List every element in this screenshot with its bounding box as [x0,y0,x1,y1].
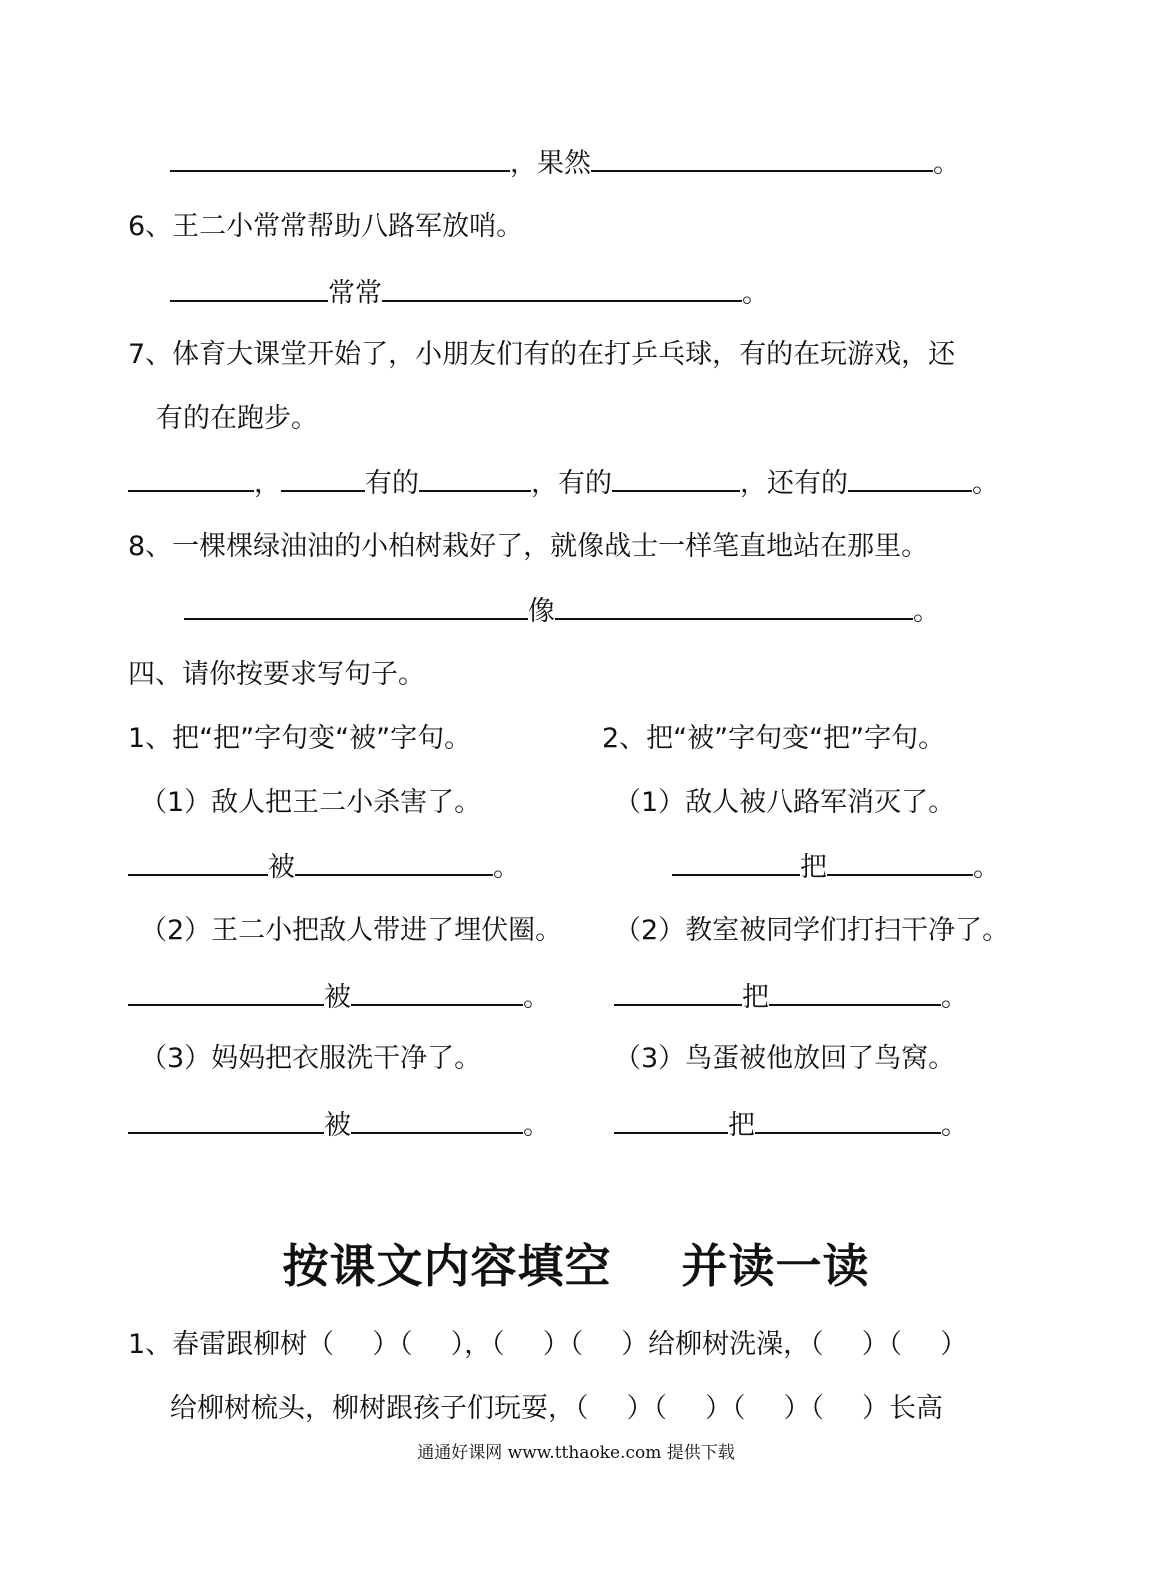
q6-answer-row [170,276,769,311]
right-answer-2 [614,980,968,1015]
q8-prompt: 8、一棵棵绿油油的小柏树栽好了，就像战士一样笔直地站在那里。 [128,531,929,562]
blank[interactable] [351,980,523,1006]
end-mark: 。 [913,596,940,627]
left-item-2: （2）王二小把敌人带进了埋伏圈。 [140,915,563,946]
connector: 被 [324,982,351,1013]
right-answer-1 [672,850,1000,885]
right-item-2: （2）教室被同学们打扫干净了。 [614,915,1010,946]
connector: 有的 [365,468,419,499]
q7-prompt-line1: 7、体育大课堂开始了，小朋友们有的在打乒乓球，有的在玩游戏，还 [128,339,956,370]
blank[interactable] [419,466,531,492]
blank[interactable] [128,466,254,492]
comma: ， [254,468,281,499]
blank[interactable] [128,1108,324,1134]
blank[interactable] [591,146,933,172]
connector: 把 [728,1110,755,1141]
blank[interactable] [170,146,510,172]
connector: 被 [268,852,295,883]
connector: 把 [800,852,827,883]
title-part1: 按课文内容填空 [282,1239,612,1293]
q6-prompt: 6、王二小常常帮助八路军放哨。 [128,211,524,242]
right-item-3: （3）鸟蛋被他放回了鸟窝。 [614,1043,956,1074]
blank[interactable] [827,850,973,876]
section4-heading: 四、请你按要求写句子。 [128,659,425,690]
blank[interactable] [848,466,972,492]
q7-prompt-line2: 有的在跑步。 [156,403,318,434]
end-mark: 。 [941,982,968,1013]
left-answer-2 [128,980,550,1015]
blank[interactable] [755,1108,941,1134]
q8-answer-row [184,594,940,629]
blank[interactable] [170,276,328,302]
end-mark: 。 [493,852,520,883]
blank[interactable] [128,980,324,1006]
end-mark: 。 [523,1110,550,1141]
connector: ，果然 [510,148,591,179]
connector: 常常 [328,278,382,309]
blank[interactable] [555,594,913,620]
end-mark: 。 [941,1110,968,1141]
fill-q1-line1: 1、春雷跟柳树（ ）（ ），（ ）（ ）给柳树洗澡，（ ）（ ） [128,1329,968,1360]
blank[interactable] [614,980,742,1006]
end-mark: 。 [973,852,1000,883]
blank[interactable] [184,594,528,620]
connector: 把 [742,982,769,1013]
q7-answer-row [128,466,999,501]
blank[interactable] [769,980,941,1006]
blank[interactable] [614,1108,728,1134]
left-item-1: （1）敌人把王二小杀害了。 [140,787,482,818]
left-answer-3 [128,1108,550,1143]
right-answer-3 [614,1108,968,1143]
blank[interactable] [351,1108,523,1134]
end-mark: 。 [523,982,550,1013]
blank[interactable] [612,466,740,492]
section4-left-title: 1、把“把”字句变“被”字句。 [128,723,472,754]
connector: ，有的 [531,468,612,499]
footer: 通通好课网 www.tthaoke.com 提供下载 [417,1443,735,1463]
blank[interactable] [281,466,365,492]
fill-q1-line2: 给柳树梳头，柳树跟孩子们玩耍，（ ）（ ）（ ）（ ）长高 [170,1393,943,1424]
connector: 被 [324,1110,351,1141]
blank[interactable] [128,850,268,876]
blank[interactable] [295,850,493,876]
end-mark: 。 [972,468,999,499]
section4-right-title: 2、把“被”字句变“把”字句。 [602,723,946,754]
right-item-1: （1）敌人被八路军消灭了。 [614,787,956,818]
left-item-3: （3）妈妈把衣服洗干净了。 [140,1043,482,1074]
blank[interactable] [672,850,800,876]
left-answer-1 [128,850,520,885]
q5-answer-row [170,146,960,181]
end-mark: 。 [742,278,769,309]
end-mark: 。 [933,148,960,179]
connector: 像 [528,596,555,627]
blank[interactable] [382,276,742,302]
connector: ，还有的 [740,468,848,499]
title-part2: 并读一读 [681,1239,870,1293]
section-title [0,1236,1152,1296]
